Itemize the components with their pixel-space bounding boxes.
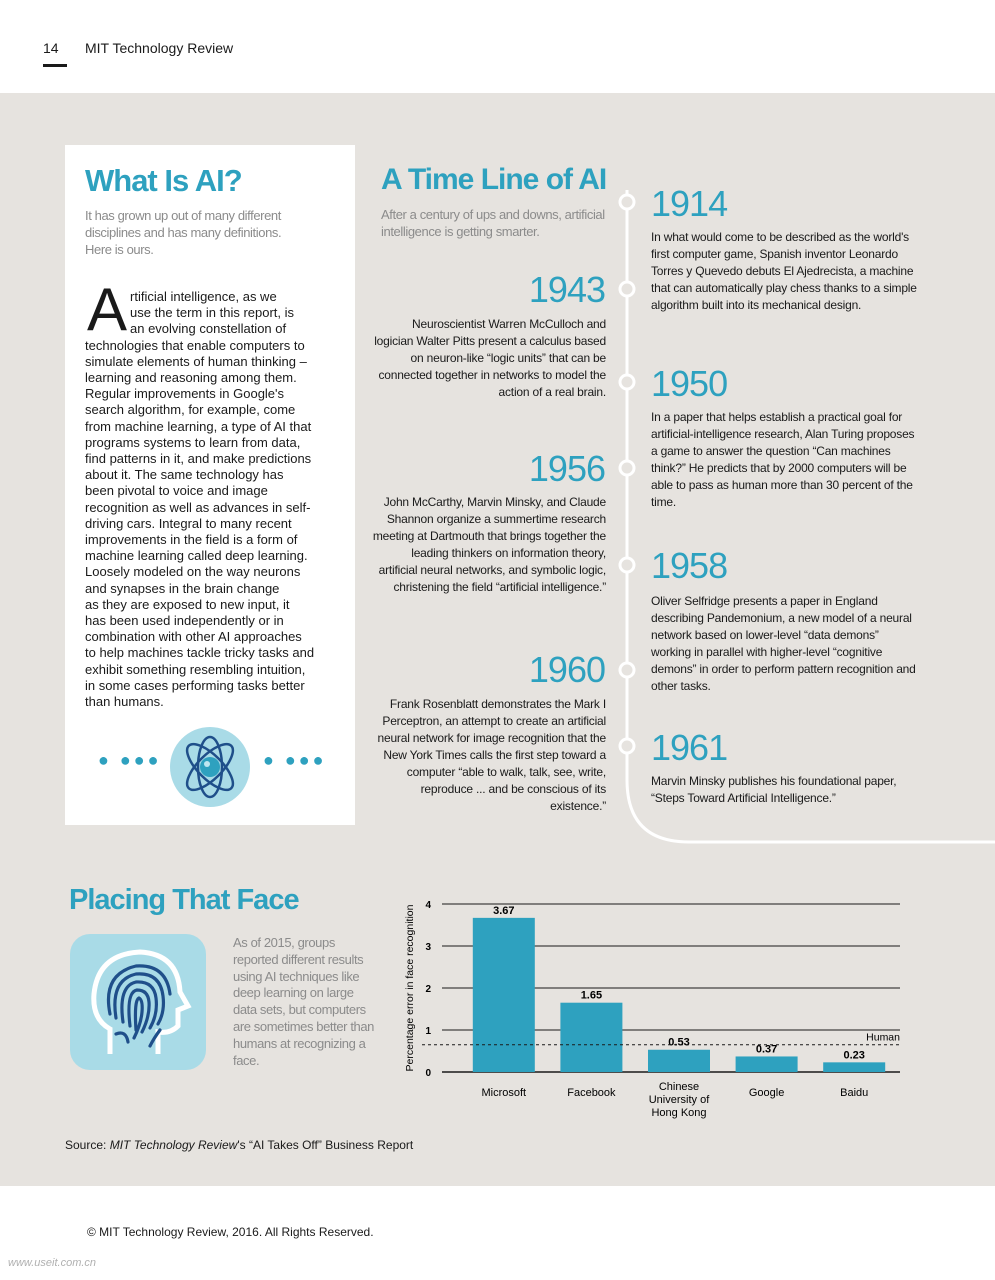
dots-divider-left: ● ●●● <box>98 750 162 770</box>
timeline-year-1958: 1958 <box>651 545 728 586</box>
body-line: Loosely modeled on the way neurons <box>85 564 301 580</box>
y-axis-label: Percentage error in face recognition <box>404 904 416 1072</box>
body-line: improvements in the field is a form of <box>85 532 298 548</box>
drop-cap: A <box>87 276 128 343</box>
bar-value-label: 0.53 <box>668 1036 690 1049</box>
what-is-ai-body <box>85 289 340 710</box>
x-category-label: Hong Kong <box>651 1107 707 1119</box>
bar-microsoft <box>473 918 535 1072</box>
body-line: as they are exposed to new input, it <box>85 596 290 612</box>
timeline-text-1960: Frank Rosenblatt demonstrates the Mark I Perceptron, an attempt to create an artificial neural network for image recognition that the New York Times calls the first step toward a computer “able to walk, talk, see, write, reproduce ... and be conscious of its existence.” <box>377 697 606 813</box>
timeline-year-1956: 1956 <box>528 448 605 489</box>
source-note <box>65 1138 413 1152</box>
timeline-year-1961: 1961 <box>651 727 728 768</box>
bar-value-label: 0.37 <box>755 1043 778 1056</box>
body-line: from machine learning, a type of AI that <box>85 418 312 434</box>
body-line: an evolving constellation of <box>130 321 287 337</box>
y-tick-label: 0 <box>425 1068 431 1079</box>
y-tick-label: 1 <box>425 1026 431 1037</box>
bar-facebook <box>560 1003 622 1072</box>
body-line: has been used independently or in <box>85 613 284 629</box>
timeline-text-1943: Neuroscientist Warren McCulloch and logician Walter Pitts present a calculus based on neuron-like “logic units” that can be connected together in networks to model the action of a real brain. <box>374 317 606 399</box>
bar-value-label: 0.23 <box>843 1049 865 1062</box>
body-line: rtificial intelligence, as we <box>130 289 277 304</box>
face-recognition-error-chart <box>395 890 935 1130</box>
timeline-text-1961: Marvin Minsky publishes his foundational paper, “Steps Toward Artificial Intelligence.” <box>651 774 897 805</box>
body-line: search algorithm, for example, come <box>85 402 296 418</box>
body-line: about it. The same technology has <box>85 467 284 483</box>
body-line: Regular improvements in Google's <box>85 386 285 402</box>
source-prefix: Source: <box>65 1138 110 1152</box>
watermark: www.useit.com.cn <box>8 1257 97 1269</box>
x-category-label: Facebook <box>567 1087 616 1099</box>
x-category-label: Microsoft <box>481 1087 527 1099</box>
timeline-text-1956: John McCarthy, Marvin Minsky, and Claude Shannon organize a summertime research meeting at Dartmouth that brings together the leading thinkers on information theory, artificial neural networks, and symbolic logic, christening the field “artificial intelligence.” <box>372 495 606 594</box>
body-line: in some cases performing tasks better <box>85 677 305 693</box>
timeline-text-1914: In what would come to be described as the world's first computer game, Spanish inventor Leonardo Torres y Quevedo debuts El Ajedrecista, a machine that can automatically play chess thanks to a simple algorithm built into its mechanical design. <box>651 230 917 312</box>
what-is-ai-box <box>65 145 355 825</box>
timeline-title: A Time Line of AI <box>381 163 607 196</box>
body-line: learning and reasoning among them. <box>85 370 297 386</box>
body-line: recognition as well as advances in self- <box>85 499 311 515</box>
body-line: technologies that enable computers to <box>85 337 305 353</box>
body-line: exhibit something resembling intuition, <box>85 661 306 677</box>
what-is-ai-subtitle: It has grown up out of many different disciplines and has many definitions. Here is ours. <box>85 208 282 257</box>
timeline-text-1958: Oliver Selfridge presents a paper in England describing Pandemonium, a new model of a neural network based on lower-level “data demons” working in parallel with higher-level “cognitive demons” in order to perform pattern recognition and other tasks. <box>651 594 916 693</box>
x-category-label: Baidu <box>840 1087 869 1099</box>
publication-name: MIT Technology Review <box>85 40 234 56</box>
bar-baidu <box>823 1062 885 1072</box>
bar-google <box>736 1056 798 1072</box>
timeline-year-1914: 1914 <box>651 183 728 224</box>
body-line: simulate elements of human thinking – <box>85 353 307 369</box>
human-reference-label: Human <box>866 1031 900 1044</box>
x-category-label: Chinese <box>658 1081 700 1093</box>
atom-icon <box>165 727 255 807</box>
y-tick-label: 4 <box>425 900 431 911</box>
body-line: find patterns in it, and make predictions <box>85 451 312 467</box>
timeline-year-1960: 1960 <box>528 649 605 690</box>
body-line: to help machines tackle tricky tasks and <box>85 645 315 661</box>
placing-that-face-text: As of 2015, groups reported different results using AI techniques like deep learning on large data sets, but computers are sometimes better than humans at recognizing a face. <box>233 935 375 1068</box>
dots-divider-right: ● ●●● <box>263 750 327 770</box>
body-line: been pivotal to voice and image <box>85 483 268 499</box>
timeline-year-1950: 1950 <box>651 363 728 404</box>
bar-value-label: 1.65 <box>580 989 603 1002</box>
bar-value-label: 3.67 <box>493 904 515 917</box>
what-is-ai-title: What Is AI? <box>85 163 242 198</box>
body-line: than humans. <box>85 694 164 710</box>
page-number: 14 <box>43 40 59 56</box>
fingerprint-head-icon <box>70 934 206 1070</box>
copyright-footer: © MIT Technology Review, 2016. All Rights Reserved. <box>87 1225 374 1239</box>
y-tick-label: 3 <box>425 942 431 953</box>
timeline-year-1943: 1943 <box>528 269 605 310</box>
body-line: use the term in this report, is <box>130 305 295 321</box>
timeline-text-1950: In a paper that helps establish a practical goal for artificial-intelligence research, Alan Turing proposes a game to answer the question “Can machines think?” He predicts that by 2000 computers will be able to pass as human more than 30 percent of the time. <box>651 410 915 509</box>
body-line: and synapses in the brain change <box>85 580 280 596</box>
body-line: machine learning called deep learning. <box>85 548 308 564</box>
placing-that-face-title: Placing That Face <box>69 884 299 916</box>
y-tick-label: 2 <box>425 984 431 995</box>
body-line: combination with other AI approaches <box>85 629 302 645</box>
header-rule <box>43 64 67 67</box>
bar-chinese-university-of-hong-kong <box>648 1050 710 1072</box>
x-category-label: Google <box>748 1087 785 1099</box>
body-line: programs systems to learn from data, <box>85 434 301 450</box>
body-line: driving cars. Integral to many recent <box>85 515 292 531</box>
source-publication: MIT Technology Review <box>109 1138 238 1152</box>
source-suffix: 's “AI Takes Off” Business Report <box>237 1138 414 1152</box>
x-category-label: University of <box>648 1094 710 1106</box>
timeline-subtitle: After a century of ups and downs, artificial intelligence is getting smarter. <box>381 207 605 239</box>
